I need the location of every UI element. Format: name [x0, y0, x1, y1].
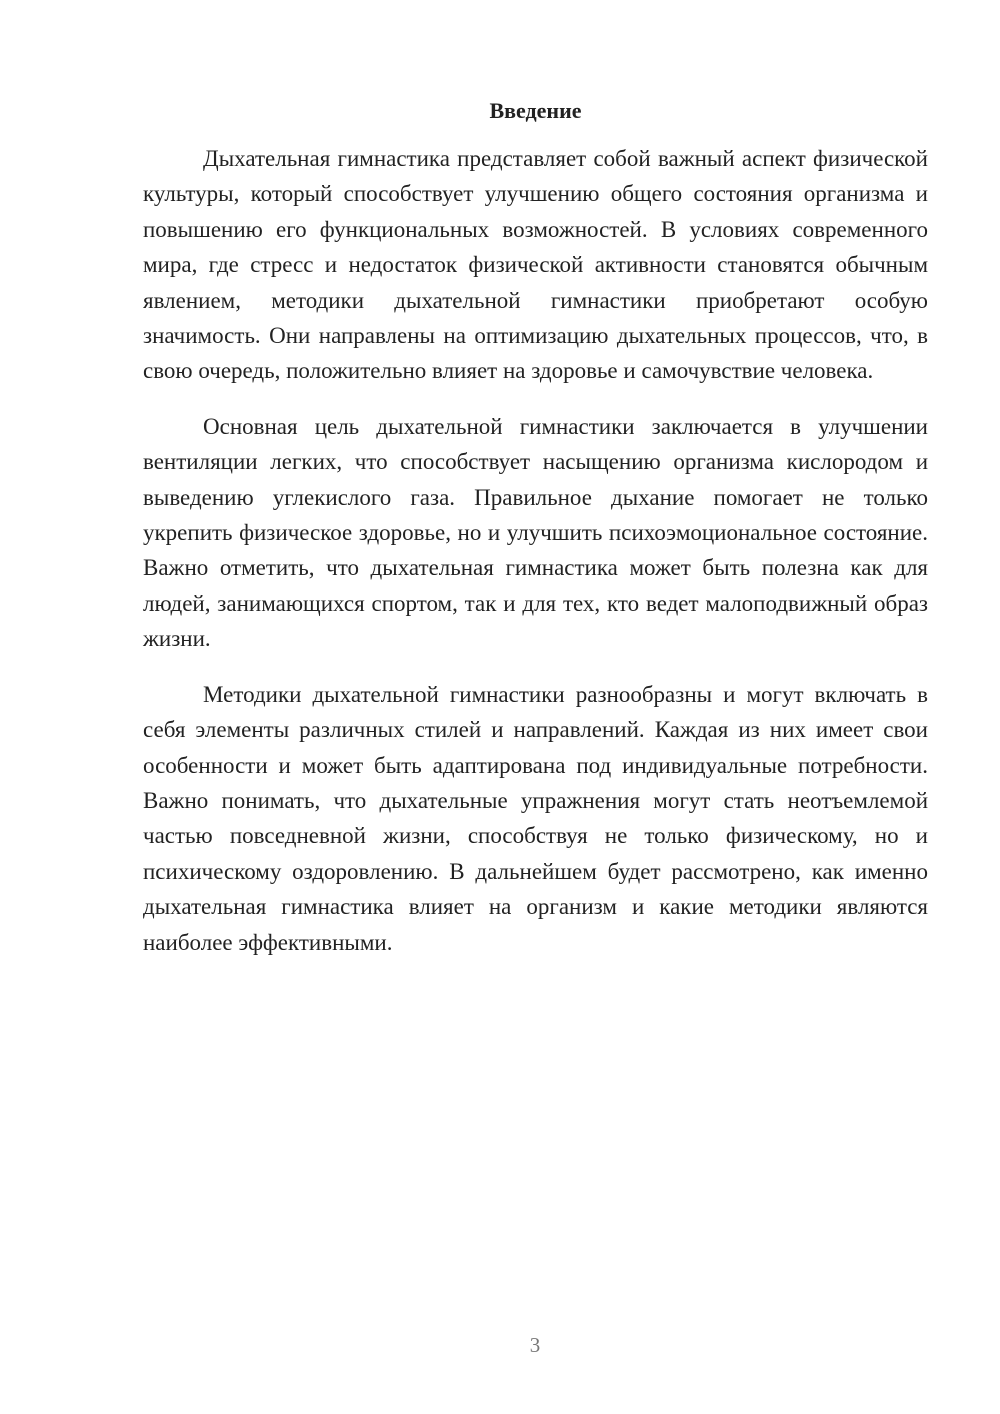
section-title: Введение: [489, 98, 582, 123]
page-number: 3: [529, 1333, 541, 1357]
page-content: [143, 95, 928, 980]
paragraph-3: Методики дыхательной гимнастики разнообразны и могут включать в себя элементы различных стилей и направлений. Каждая из них имеет свои особенности и может быть адаптирована под индивидуальные потребности. Важно понимать, что дыхательные упражнения могут стать неотъемлемой частью повседневной жизни, способствуя не только физическому, но и психическому оздоровлению. В дальнейшем будет рассмотрено, как именно дыхательная гимнастика влияет на организм и какие методики являются наиболее эффективными.: [143, 681, 928, 955]
paragraph-2: Основная цель дыхательной гимнастики заключается в улучшении вентиляции легких, что способствует насыщению организма кислородом и выведению углекислого газа. Правильное дыхание помогает не только укрепить физическое здоровье, но и улучшить психоэмоциональное состояние. Важно отметить, что дыхательная гимнастика может быть полезна как для людей, занимающихся спортом, так и для тех, кто ведет малоподвижный образ жизни.: [143, 413, 928, 652]
paragraph-1: Дыхательная гимнастика представляет собой важный аспект физической культуры, который способствует улучшению общего состояния организма и повышению его функциональных возможностей. В условиях современного мира, где стресс и недостаток физической активности становятся обычным явлением, методики дыхательной гимнастики приобретают особую значимость. Они направлены на оптимизацию дыхательных процессов, что, в свою очередь, положительно влияет на здоровье и самочувствие человека.: [143, 146, 928, 384]
